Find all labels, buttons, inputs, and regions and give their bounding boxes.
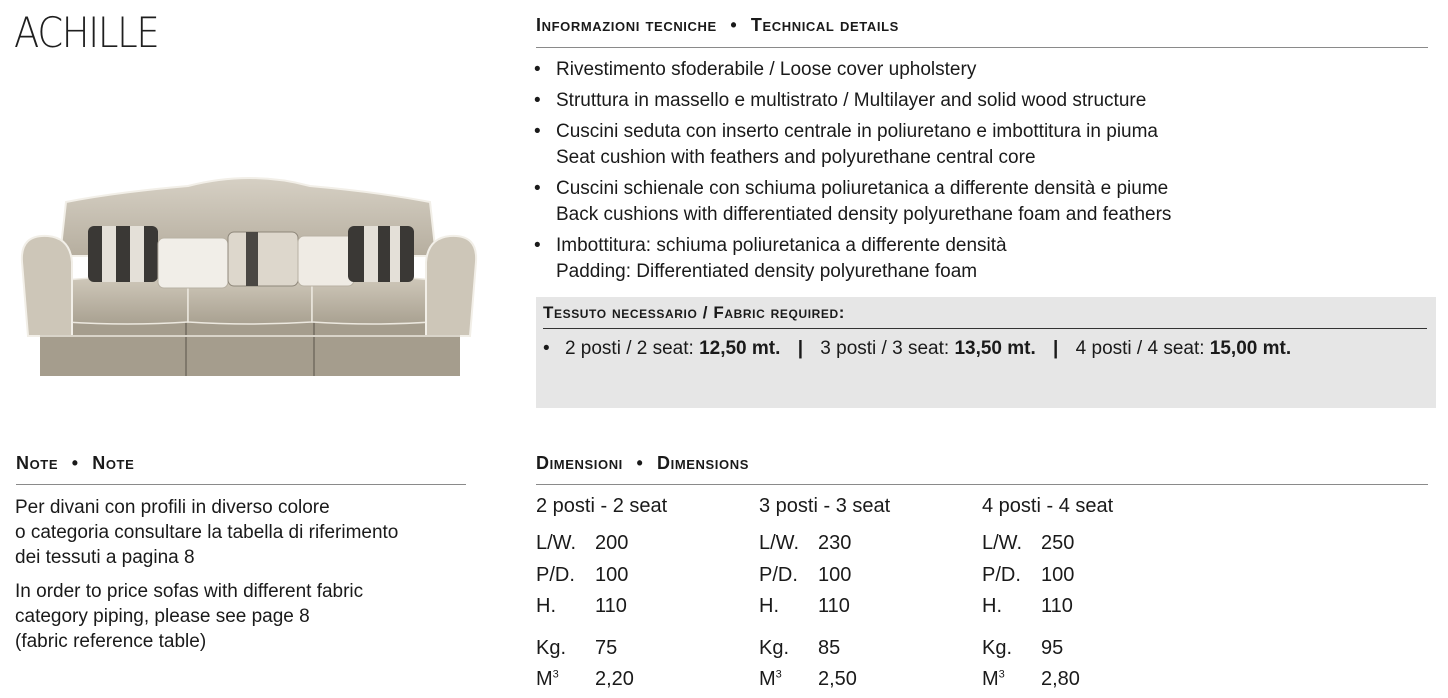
dim-row-pd [536, 560, 667, 592]
dim-row-pd [982, 560, 1113, 592]
note-heading-it: Note [16, 453, 59, 473]
technical-item [534, 233, 1424, 285]
dim-label: P/D. [982, 563, 1021, 586]
note-heading [16, 453, 134, 474]
fabric-option-label: 2 posti / 2 seat: [564, 338, 694, 359]
dimensions-column [759, 495, 890, 696]
fabric-divider: | [1053, 338, 1059, 359]
dim-value: 230 [818, 532, 852, 555]
technical-heading-en: Technical details [750, 15, 899, 35]
dim-value: 110 [595, 595, 627, 618]
dim-label-sup: 3 [552, 668, 559, 681]
technical-heading-it: Informazioni tecniche [536, 15, 717, 35]
bullet-dot: • [543, 338, 550, 359]
dim-value: 200 [595, 532, 629, 555]
dim-label: L/W. [759, 532, 800, 555]
fabric-option-value: 12,50 mt. [699, 338, 781, 359]
bullet-dot: • [534, 59, 541, 80]
technical-item-line1: Rivestimento sfoderabile / Loose cover upholstery [556, 59, 977, 80]
dim-row-m3 [759, 664, 890, 696]
dim-label: H. [536, 595, 556, 618]
dim-row-pd [759, 560, 890, 592]
note-line: (fabric reference table) [15, 631, 207, 652]
dim-label-m3 [982, 668, 1041, 691]
dimensions-heading [536, 453, 749, 474]
technical-item-line1: Cuscini seduta con inserto centrale in poliuretano e imbottitura in piuma [556, 121, 1158, 142]
dim-value: 110 [1041, 595, 1073, 618]
product-title: ACHILLE [14, 8, 159, 57]
dim-label: M [759, 668, 776, 691]
dim-value: 250 [1041, 532, 1075, 555]
note-line: Per divani con profili in diverso colore [15, 497, 330, 518]
dim-value: 75 [595, 636, 618, 659]
dim-value: 2,80 [1041, 668, 1080, 691]
dimensions-column [982, 495, 1113, 696]
heading-separator: • [636, 453, 644, 473]
dim-value: 95 [1041, 636, 1064, 659]
dim-label: L/W. [536, 532, 577, 555]
note-paragraph-it [15, 495, 398, 570]
technical-item-line1: Cuscini schienale con schiuma poliuretanica a differente densità e piume [556, 178, 1169, 199]
note-line: In order to price sofas with different fabric [15, 581, 364, 602]
dim-value: 2,20 [595, 668, 634, 691]
dim-row-lw [536, 528, 667, 560]
dim-label-m3 [759, 668, 818, 691]
dim-value: 100 [818, 563, 852, 586]
dim-label-m3 [536, 668, 595, 691]
dim-label: Kg. [536, 636, 567, 659]
note-paragraph-en [15, 579, 363, 654]
fabric-option-value: 13,50 mt. [954, 338, 1036, 359]
technical-item [534, 119, 1424, 171]
technical-item [534, 57, 1424, 83]
heading-separator: • [71, 453, 79, 473]
sofa-image [18, 176, 480, 386]
dim-label: L/W. [982, 532, 1023, 555]
technical-item-line1: Struttura in massello e multistrato / Multilayer and solid wood structure [556, 90, 1147, 111]
note-rule [16, 484, 466, 485]
dimensions-heading-it: Dimensioni [536, 453, 623, 473]
technical-heading [536, 15, 899, 36]
bullet-dot: • [534, 121, 541, 142]
technical-item-line1: Imbottitura: schiuma poliuretanica a differente densità [556, 235, 1007, 256]
dim-row-m3 [536, 664, 667, 696]
bullet-dot: • [534, 235, 541, 256]
dim-label: P/D. [759, 563, 798, 586]
fabric-rule [543, 328, 1427, 329]
dim-row-lw [982, 528, 1113, 560]
technical-list [534, 57, 1424, 290]
technical-item [534, 176, 1424, 228]
fabric-option-value: 15,00 mt. [1209, 338, 1292, 359]
dim-label: H. [982, 595, 1002, 618]
fabric-option-label: 4 posti / 4 seat: [1075, 338, 1205, 359]
technical-rule [536, 47, 1428, 48]
dim-row-h [536, 591, 667, 623]
dimensions-column-title: 3 posti - 3 seat [759, 495, 891, 517]
fabric-option-label: 3 posti / 3 seat: [820, 338, 950, 359]
note-line: category piping, please see page 8 [15, 606, 310, 627]
dim-value: 2,50 [818, 668, 857, 691]
fabric-options [543, 338, 1291, 360]
dim-label: M [536, 668, 553, 691]
dim-row-kg [982, 633, 1113, 665]
dim-label-sup: 3 [775, 668, 782, 681]
dim-label: H. [759, 595, 779, 618]
heading-separator: • [730, 15, 738, 35]
note-heading-en: Note [92, 453, 135, 473]
note-line: dei tessuti a pagina 8 [15, 547, 195, 568]
technical-item-line2: Back cushions with differentiated density polyurethane foam and feathers [556, 204, 1172, 225]
dim-row-m3 [982, 664, 1113, 696]
dimensions-column-title: 2 posti - 2 seat [536, 495, 668, 517]
dim-value: 100 [1041, 563, 1075, 586]
dimensions-rule [536, 484, 1428, 485]
dimensions-column [536, 495, 667, 696]
dim-row-kg [759, 633, 890, 665]
dim-row-kg [536, 633, 667, 665]
dimensions-heading-en: Dimensions [657, 453, 749, 473]
dim-label: M [982, 668, 999, 691]
fabric-box [536, 297, 1436, 408]
note-line: o categoria consultare la tabella di riferimento [15, 522, 399, 543]
dimensions-column-title: 4 posti - 4 seat [982, 495, 1114, 517]
dim-label-sup: 3 [998, 668, 1005, 681]
dim-value: 110 [818, 595, 850, 618]
dim-label: P/D. [536, 563, 575, 586]
dim-row-lw [759, 528, 890, 560]
fabric-divider: | [797, 338, 804, 359]
technical-item-line2: Seat cushion with feathers and polyurethane central core [556, 147, 1036, 168]
technical-item [534, 88, 1424, 114]
technical-item-line2: Padding: Differentiated density polyurethane foam [556, 261, 978, 282]
dim-row-h [982, 591, 1113, 623]
bullet-dot: • [534, 178, 541, 199]
dim-value: 100 [595, 563, 629, 586]
dim-value: 85 [818, 636, 841, 659]
dim-label: Kg. [982, 636, 1013, 659]
dim-label: Kg. [759, 636, 790, 659]
dim-row-h [759, 591, 890, 623]
fabric-heading: Tessuto necessario / Fabric required: [543, 303, 846, 322]
bullet-dot: • [534, 90, 541, 111]
